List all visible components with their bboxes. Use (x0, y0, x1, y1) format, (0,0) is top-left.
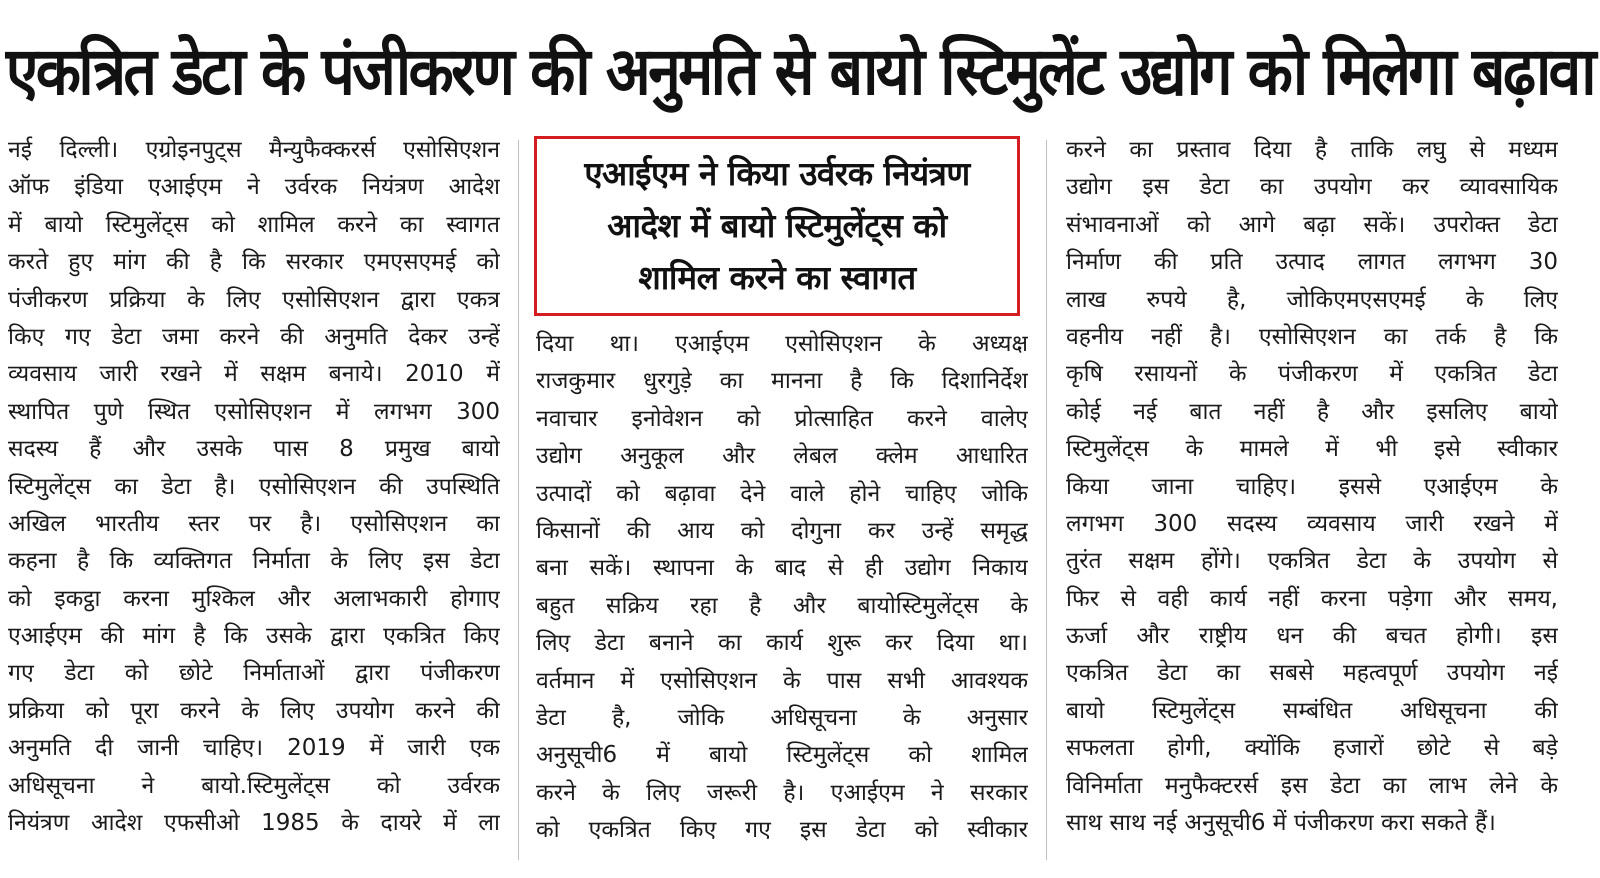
article-text-line: को एकत्रित किए गए इस डेटा को स्वीकार (536, 817, 1028, 844)
article-text-line: उत्पादों को बढ़ावा देने वाले होने चाहिए जोकि (536, 480, 1028, 507)
article-text-line: वहनीय नहीं है। एसोसिएशन का तर्क है कि (1066, 323, 1558, 350)
callout-line: शामिल करने का स्वागत (638, 258, 916, 297)
article-text-line: ऊर्जा और राष्ट्रीय धन की बचत होगी। इस (1066, 623, 1558, 650)
article-text-line: फिर से वही कार्य नहीं करना पड़ेगा और समय, (1066, 585, 1558, 612)
article-text-line: निर्माण की प्रति उत्पाद लागत लगभग 30 (1066, 249, 1558, 276)
article-text-line: किया जाना चाहिए। इससे एआईएम के (1066, 473, 1558, 500)
article-text-line: अनुमति दी जानी चाहिए। 2019 में जारी एक (8, 735, 500, 762)
article-text-line: सफलता होगी, क्योंकि हजारों छोटे से बड़े (1066, 735, 1558, 762)
callout-line: एआईएम ने किया उर्वरक नियंत्रण (584, 154, 970, 193)
article-column-right (1066, 132, 1558, 872)
article-text-line: नियंत्रण आदेश एफसीओ 1985 के दायरे में ला (8, 810, 500, 837)
column-divider (518, 140, 519, 860)
article-text-line: कोई नई बात नहीं है और इसलिए बायो (1066, 398, 1558, 425)
article-text-line: स्थापित पुणे स्थित एसोसिएशन में लगभग 300 (8, 398, 500, 425)
callout-box (534, 136, 1020, 316)
article-text-line: किए गए डेटा जमा करने की अनुमति देकर उन्हें (8, 323, 500, 350)
article-text-line: बायो स्टिमुलेंट्स सम्बंधित अधिसूचना की (1066, 697, 1558, 724)
callout-line: आदेश में बायो स्टिमुलेंट्स को (607, 206, 947, 245)
article-text-line: में बायो स्टिमुलेंट्स को शामिल करने का स्वागत (8, 211, 500, 238)
article-text-line: वर्तमान में एसोसिएशन के पास सभी आवश्यक (536, 667, 1028, 694)
article-text-line: एआईएम की मांग है कि उसके द्वारा एकत्रित किए (8, 623, 500, 650)
article-text-line: साथ साथ नई अनुसूची6 में पंजीकरण करा सकते हैं। (1066, 810, 1496, 837)
article-text-line: बना सकें। स्थापना के बाद से ही उद्योग निकाय (536, 555, 1028, 582)
article-text-line: अनुसूची6 में बायो स्टिमुलेंट्स को शामिल (536, 742, 1028, 769)
article-text-line: गए डेटा को छोटे निर्माताओं द्वारा पंजीकरण (8, 660, 500, 687)
article-text-line: करने के लिए जरूरी है। एआईएम ने सरकार (536, 779, 1028, 806)
article-text-line: अखिल भारतीय स्तर पर है। एसोसिएशन का (8, 510, 500, 537)
article-text-line: लाख रुपये है, जोकिएमएसएमई के लिए (1066, 286, 1558, 313)
headline: एकत्रित डेटा के पंजीकरण की अनुमति से बायो स्टिमुलेंट उद्योग को मिलेगा बढ़ावा (6, 33, 1594, 110)
article-text-line: बहुत सक्रिय रहा है और बायोस्टिमुलेंट्स के (536, 592, 1028, 619)
article-text-line: लगभग 300 सदस्य व्यवसाय जारी रखने में (1066, 510, 1558, 537)
article-text-line: कृषि रसायनों के पंजीकरण में एकत्रित डेटा (1066, 361, 1558, 388)
article-text-line: अधिसूचना ने बायो.स्टिमुलेंट्स को उर्वरक (8, 772, 500, 799)
article-column-left (8, 132, 500, 872)
article-text-line: कहना है कि व्यक्तिगत निर्माता के लिए इस डेटा (8, 548, 500, 575)
article-text-line: करते हुए मांग की है कि सरकार एमएसएमई को (8, 249, 500, 276)
article-text-line: नई दिल्ली। एग्रोइनपुट्स मैन्युफैक्करर्स एसोसिएशन (8, 137, 500, 163)
article-text-line: किसानों की आय को दोगुना कर उन्हें समृद्ध (536, 517, 1028, 544)
article-text-line: करने का प्रस्ताव दिया है ताकि लघु से मध्यम (1066, 137, 1558, 163)
article-text-line: सदस्य हैं और उसके पास 8 प्रमुख बायो (8, 436, 500, 463)
article-column-middle (536, 326, 1028, 866)
article-text-line: राजकुमार धुरगुड़े का मानना है कि दिशानिर्देश (536, 368, 1028, 395)
article-text-line: प्रक्रिया को पूरा करने के लिए उपयोग करने की (8, 697, 500, 724)
article-text-line: स्टिमुलेंट्स का डेटा है। एसोसिएशन की उपस्थिति (8, 473, 500, 500)
article-text-line: विनिर्माता मनुफैक्टरर्स इस डेटा का लाभ लेने के (1066, 772, 1558, 799)
article-text-line: संभावनाओं को आगे बढ़ा सकें। उपरोक्त डेटा (1066, 211, 1558, 238)
article-text-line: तुरंत सक्षम होंगे। एकत्रित डेटा के उपयोग से (1066, 548, 1558, 575)
article-text-line: उद्योग इस डेटा का उपयोग कर व्यावसायिक (1066, 174, 1558, 201)
article-text-line: स्टिमुलेंट्स के मामले में भी इसे स्वीकार (1066, 436, 1558, 463)
article-text-line: डेटा है, जोकि अधिसूचना के अनुसार (536, 704, 1028, 731)
column-divider (1046, 140, 1047, 860)
article-text-line: एकत्रित डेटा का सबसे महत्वपूर्ण उपयोग नई (1066, 660, 1558, 687)
article-text-line: पंजीकरण प्रक्रिया के लिए एसोसिएशन द्वारा एकत्र (8, 286, 500, 313)
article-text-line: को इकट्ठा करना मुश्किल और अलाभकारी होगाए (8, 585, 500, 612)
article-text-line: नवाचार इनोवेशन को प्रोत्साहित करने वालेए (536, 405, 1028, 432)
article-text-line: लिए डेटा बनाने का कार्य शुरू कर दिया था। (536, 630, 1028, 657)
article-text-line: उद्योग अनुकूल और लेबल क्लेम आधारित (536, 443, 1028, 470)
article-text-line: व्यवसाय जारी रखने में सक्षम बनाये। 2010 में (8, 361, 500, 388)
article-text-line: ऑफ इंडिया एआईएम ने उर्वरक नियंत्रण आदेश (8, 174, 500, 201)
article-text-line: दिया था। एआईएम एसोसिएशन के अध्यक्ष (536, 331, 1028, 357)
